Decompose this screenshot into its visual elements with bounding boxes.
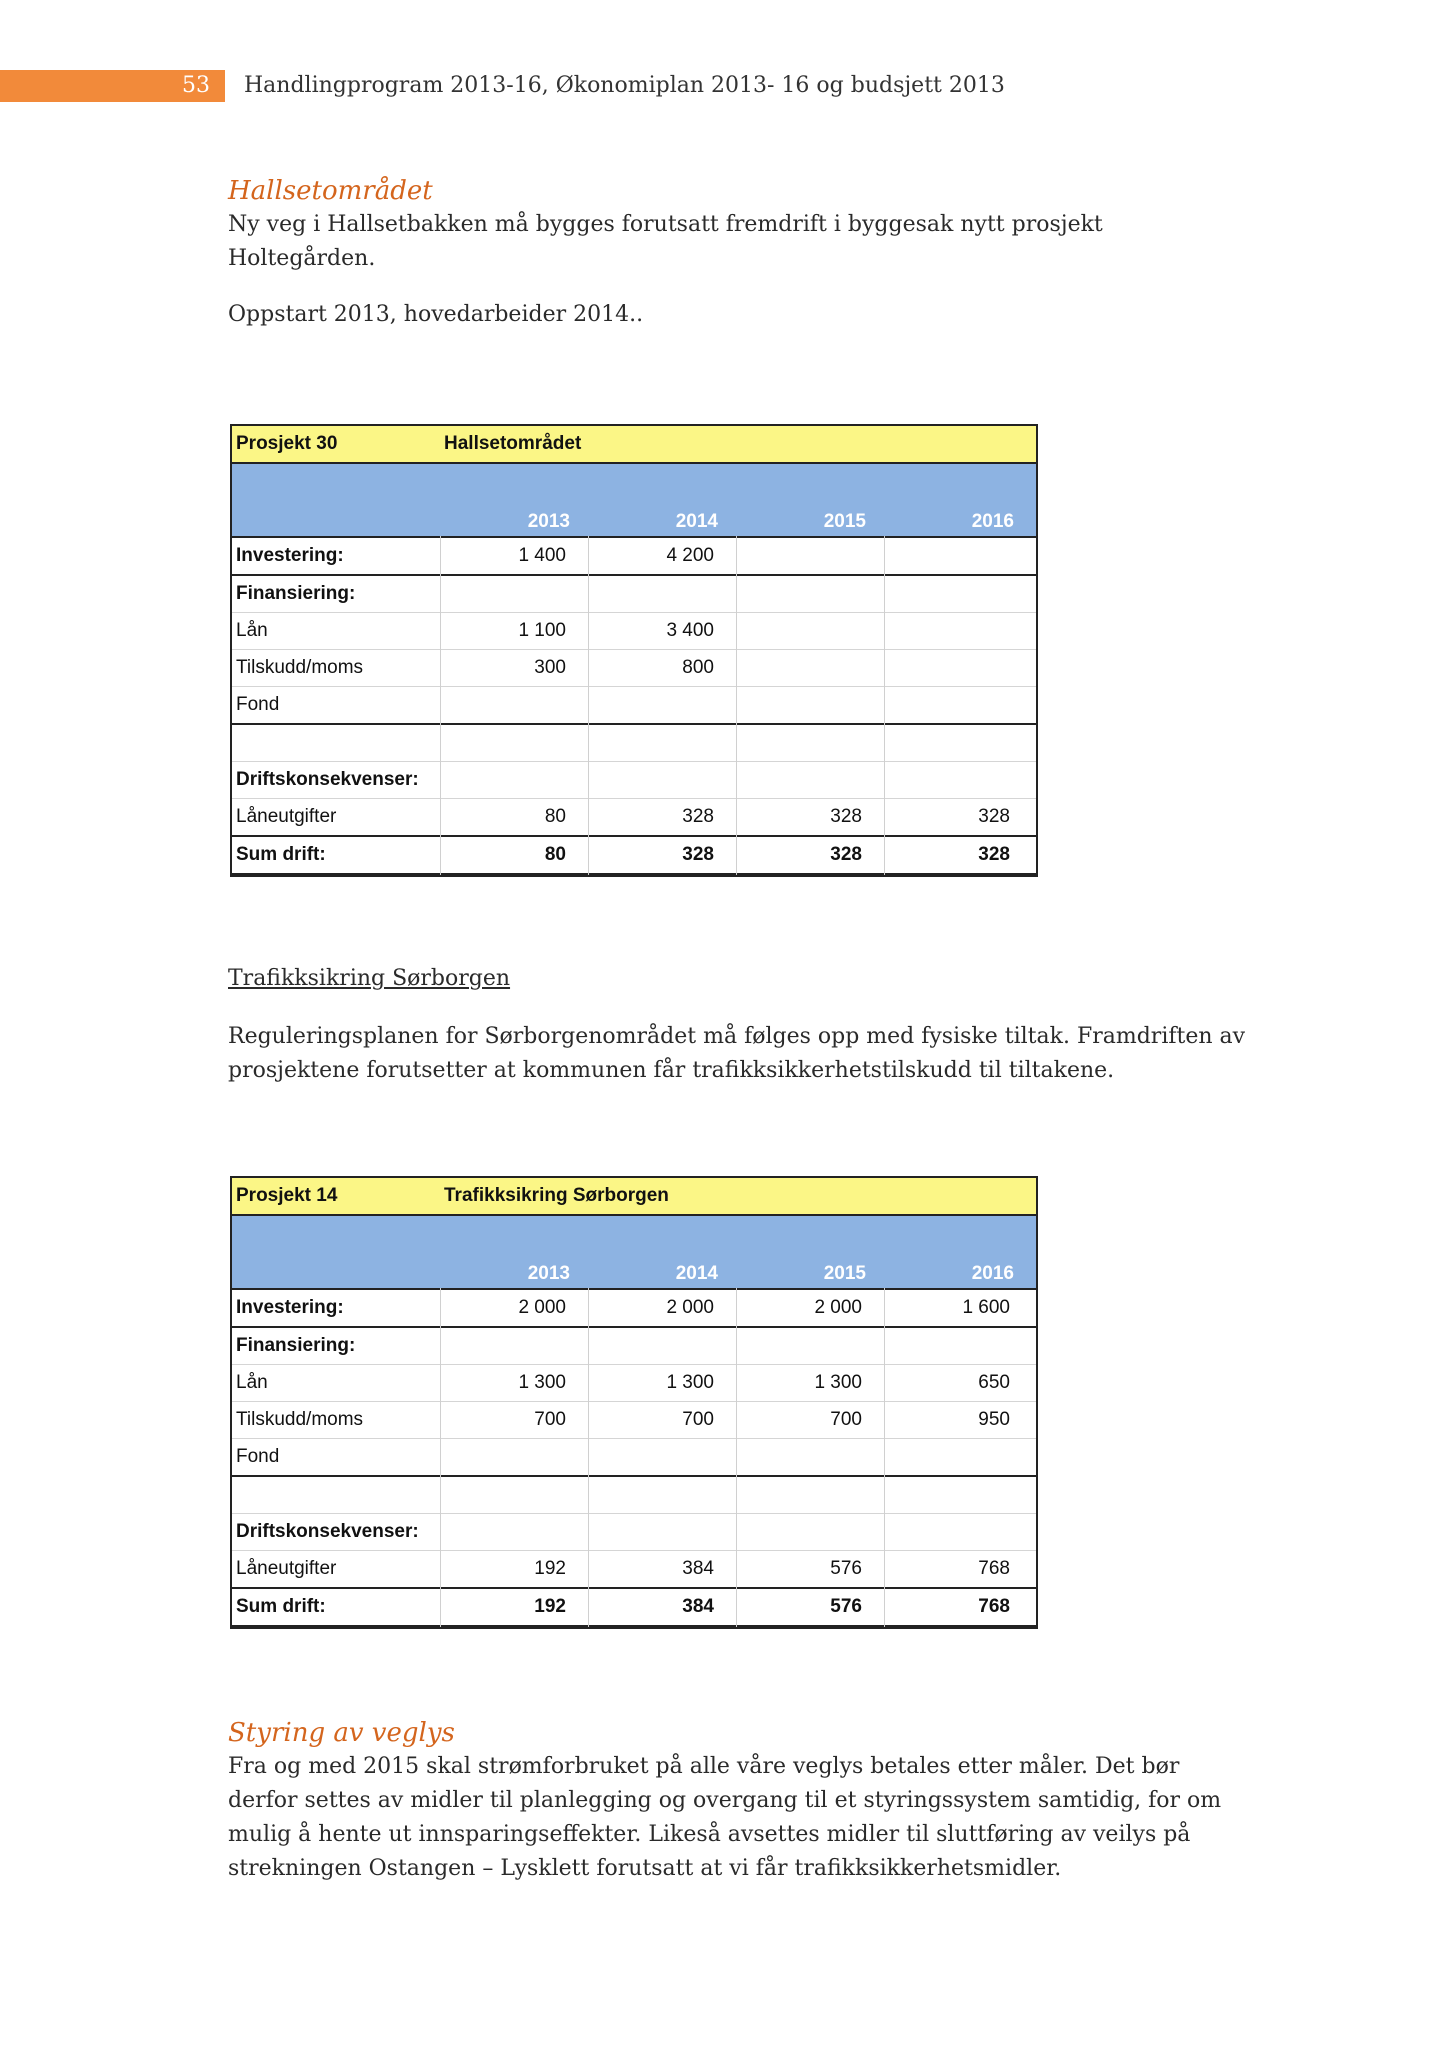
section-heading: Trafikksikring Sørborgen xyxy=(228,966,511,991)
table-cell: 1 300 xyxy=(814,1372,862,1393)
table-cell: 800 xyxy=(682,657,714,678)
year-header-row xyxy=(232,1216,1036,1290)
project-number: Prosjekt 14 xyxy=(236,1185,338,1206)
year-header: 2015 xyxy=(823,1263,866,1284)
table-row xyxy=(232,538,1036,576)
table-row xyxy=(232,762,1036,799)
table-row xyxy=(232,1477,1036,1514)
table-cell: 384 xyxy=(682,1558,714,1579)
year-header: 2014 xyxy=(675,1263,718,1284)
row-label: Investering: xyxy=(236,1297,344,1318)
section-heading: Hallsetområdet xyxy=(228,176,433,206)
column-divider xyxy=(440,536,441,875)
year-header: 2013 xyxy=(527,511,570,532)
row-label: Finansiering: xyxy=(236,1335,356,1356)
table-cell: 1 400 xyxy=(518,545,566,566)
table-row xyxy=(232,687,1036,725)
table-row xyxy=(232,576,1036,613)
table-cell: 576 xyxy=(830,1558,862,1579)
section-veglys xyxy=(228,1716,1248,1886)
row-label: Driftskonsekvenser: xyxy=(236,769,419,790)
table-row xyxy=(232,725,1036,762)
row-label: Fond xyxy=(236,694,280,715)
table-cell: 3 400 xyxy=(666,620,714,641)
table-row xyxy=(232,1589,1036,1627)
table-cell: 950 xyxy=(978,1409,1010,1430)
row-label: Tilskudd/moms xyxy=(236,1409,364,1430)
table-cell: 650 xyxy=(978,1372,1010,1393)
section-trafikksikring xyxy=(228,962,1248,1088)
table-cell: 700 xyxy=(682,1409,714,1430)
table-cell: 328 xyxy=(830,844,862,865)
column-divider xyxy=(736,1288,737,1627)
column-divider xyxy=(884,1288,885,1627)
table-cell: 192 xyxy=(534,1596,566,1617)
table-cell: 328 xyxy=(682,806,714,827)
project-table-14 xyxy=(230,1176,1038,1629)
table-cell: 328 xyxy=(682,844,714,865)
table-row xyxy=(232,1290,1036,1328)
table-row xyxy=(232,613,1036,650)
table-row xyxy=(232,837,1036,875)
table-cell: 576 xyxy=(830,1596,862,1617)
project-name: Hallsetområdet xyxy=(444,433,582,454)
table-cell: 80 xyxy=(544,806,566,827)
table-row xyxy=(232,1551,1036,1589)
column-divider xyxy=(440,1288,441,1627)
table-cell: 300 xyxy=(534,657,566,678)
table-row xyxy=(232,650,1036,687)
table-title-row xyxy=(232,426,1036,464)
running-header: Handlingprogram 2013-16, Økonomiplan 2013- 16 og budsjett 2013 xyxy=(244,73,1005,98)
row-label: Sum drift: xyxy=(236,1596,326,1617)
table-row xyxy=(232,1328,1036,1365)
column-divider xyxy=(588,1288,589,1627)
table-cell: 384 xyxy=(682,1596,714,1617)
row-label: Fond xyxy=(236,1446,280,1467)
table-row xyxy=(232,1439,1036,1477)
project-name: Trafikksikring Sørborgen xyxy=(444,1185,669,1206)
table-cell: 2 000 xyxy=(814,1297,862,1318)
row-label: Låneutgifter xyxy=(236,806,337,827)
row-label: Låneutgifter xyxy=(236,1558,337,1579)
table-cell: 768 xyxy=(978,1558,1010,1579)
table-row xyxy=(232,1365,1036,1402)
paragraph: Oppstart 2013, hovedarbeider 2014.. xyxy=(228,302,644,327)
column-divider xyxy=(736,536,737,875)
year-header: 2014 xyxy=(675,511,718,532)
table-cell: 1 300 xyxy=(518,1372,566,1393)
table-cell: 700 xyxy=(534,1409,566,1430)
table-title-row xyxy=(232,1178,1036,1216)
row-label: Investering: xyxy=(236,545,344,566)
project-table-30 xyxy=(230,424,1038,877)
row-label: Lån xyxy=(236,620,268,641)
paragraph: Fra og med 2015 skal strømforbruket på alle våre veglys betales etter måler. Det bør derfor settes av midler til planlegging og overgang til et styringssystem samtidig, for om mulig å hente ut innsparingseffekter. Likeså avsettes midler til sluttføring av veilys på strekningen Ostangen – Lysklett forutsatt at vi får trafikksikkerhetsmidler. xyxy=(228,1754,1222,1881)
table-cell: 700 xyxy=(830,1409,862,1430)
table-cell: 1 100 xyxy=(518,620,566,641)
year-header: 2016 xyxy=(971,511,1014,532)
table-row xyxy=(232,1402,1036,1439)
table-row xyxy=(232,1514,1036,1551)
section-heading: Styring av veglys xyxy=(228,1718,455,1748)
table-cell: 328 xyxy=(830,806,862,827)
table-cell: 328 xyxy=(978,806,1010,827)
table-cell: 2 000 xyxy=(518,1297,566,1318)
row-label: Finansiering: xyxy=(236,583,356,604)
table-cell: 768 xyxy=(978,1596,1010,1617)
year-header: 2015 xyxy=(823,511,866,532)
table-cell: 4 200 xyxy=(666,545,714,566)
table-cell: 328 xyxy=(978,844,1010,865)
page-number: 53 xyxy=(182,73,210,98)
year-header: 2016 xyxy=(971,1263,1014,1284)
year-header-row xyxy=(232,464,1036,538)
table-cell: 192 xyxy=(534,1558,566,1579)
paragraph: Ny veg i Hallsetbakken må bygges forutsatt fremdrift i byggesak nytt prosjekt Holtegården. xyxy=(228,212,1103,271)
project-number: Prosjekt 30 xyxy=(236,433,338,454)
row-label: Sum drift: xyxy=(236,844,326,865)
paragraph: Reguleringsplanen for Sørborgenområdet må følges opp med fysiske tiltak. Framdriften av prosjektene forutsetter at kommunen får trafikksikkerhetstilskudd til tiltakene. xyxy=(228,1024,1246,1083)
table-cell: 80 xyxy=(544,844,566,865)
table-cell: 1 300 xyxy=(666,1372,714,1393)
row-label: Lån xyxy=(236,1372,268,1393)
row-label: Driftskonsekvenser: xyxy=(236,1521,419,1542)
table-row xyxy=(232,799,1036,837)
row-label: Tilskudd/moms xyxy=(236,657,364,678)
section-hallset xyxy=(228,174,1248,332)
column-divider xyxy=(884,536,885,875)
year-header: 2013 xyxy=(527,1263,570,1284)
table-cell: 2 000 xyxy=(666,1297,714,1318)
column-divider xyxy=(588,536,589,875)
table-cell: 1 600 xyxy=(962,1297,1010,1318)
